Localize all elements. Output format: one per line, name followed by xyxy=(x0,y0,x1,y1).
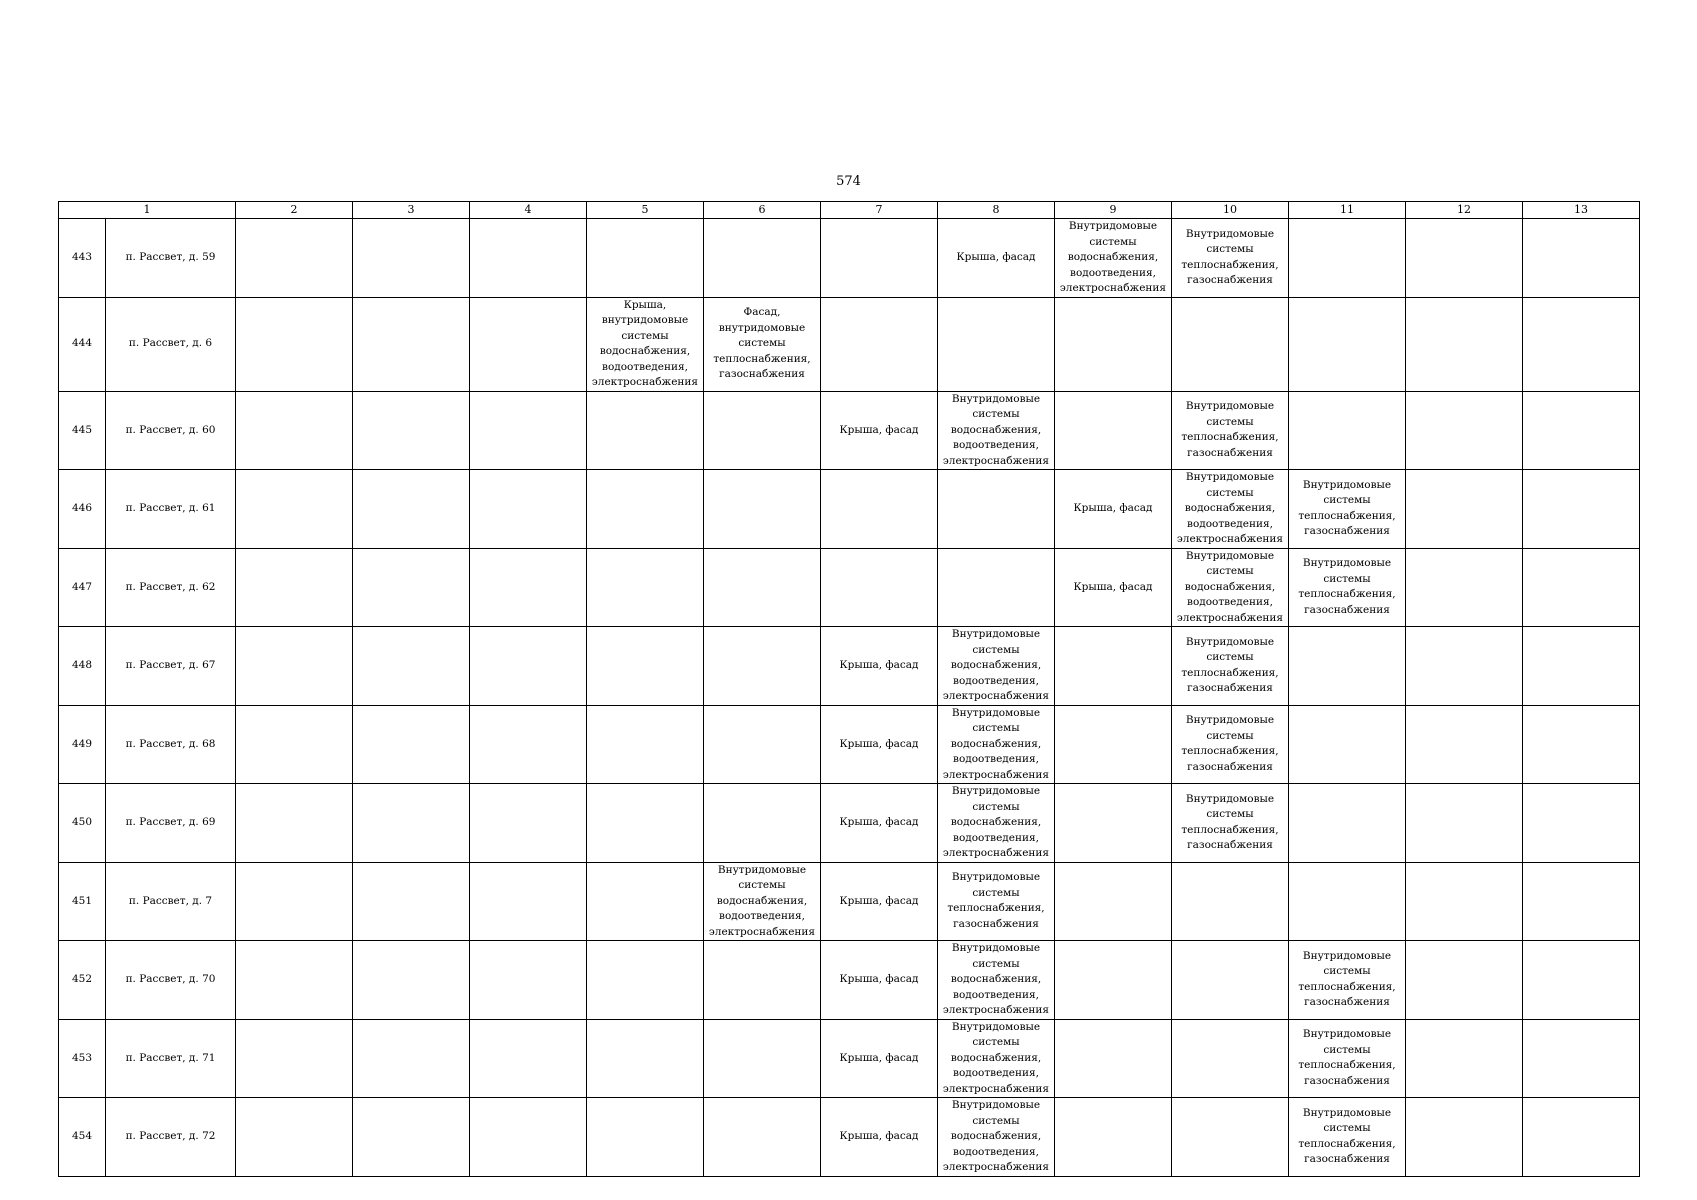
work-cell-text: Внутридомовые системы теплоснабжения, газоснабжения xyxy=(1298,1028,1396,1087)
work-cell-col-6 xyxy=(704,1098,821,1177)
work-cell-col-9 xyxy=(1055,1098,1172,1177)
work-cell-col-9 xyxy=(1055,627,1172,706)
work-cell-text: Внутридомовые системы теплоснабжения, газоснабжения xyxy=(1181,227,1279,287)
work-cell-col-8 xyxy=(938,627,1055,706)
work-cell-col-12 xyxy=(1406,219,1523,298)
work-cell-col-13 xyxy=(1523,391,1640,470)
work-cell-col-9 xyxy=(1055,297,1172,391)
work-cell-col-13 xyxy=(1523,548,1640,627)
work-cell-col-13 xyxy=(1523,627,1640,706)
table-row xyxy=(59,470,1640,549)
work-cell-col-2 xyxy=(236,784,353,863)
work-cell-col-4 xyxy=(470,705,587,784)
work-cell-col-7 xyxy=(821,941,938,1020)
work-cell-col-9 xyxy=(1055,1019,1172,1098)
work-cell-col-11 xyxy=(1289,1019,1406,1098)
table-row xyxy=(59,1098,1640,1177)
address-cell: п. Рассвет, д. 70 xyxy=(106,941,236,1020)
register-table xyxy=(58,201,1640,1177)
work-cell-text: Крыша, фасад xyxy=(1073,502,1153,514)
work-cell-col-7 xyxy=(821,219,938,298)
work-cell-col-5 xyxy=(587,705,704,784)
work-cell-col-2 xyxy=(236,705,353,784)
work-cell-text: Крыша, фасад xyxy=(956,251,1036,263)
address-cell: п. Рассвет, д. 69 xyxy=(106,784,236,863)
work-cell-col-11 xyxy=(1289,784,1406,863)
work-cell-col-10 xyxy=(1172,470,1289,549)
work-cell-col-8 xyxy=(938,862,1055,941)
table-row xyxy=(59,784,1640,863)
work-cell-col-7 xyxy=(821,784,938,863)
work-cell-text: Внутридомовые системы водоснабжения, водоотведения, электроснабжения xyxy=(1176,471,1284,545)
column-header: 6 xyxy=(704,202,821,219)
work-cell-text: Внутридомовые системы теплоснабжения, газоснабжения xyxy=(1181,792,1279,852)
work-cell-col-6 xyxy=(704,784,821,863)
work-cell-col-12 xyxy=(1406,1098,1523,1177)
work-cell-col-13 xyxy=(1523,1098,1640,1177)
work-cell-col-8 xyxy=(938,297,1055,391)
work-cell-col-13 xyxy=(1523,219,1640,298)
table-row xyxy=(59,862,1640,941)
work-cell-col-6 xyxy=(704,219,821,298)
work-cell-col-4 xyxy=(470,391,587,470)
work-cell-col-2 xyxy=(236,1019,353,1098)
work-cell-col-10 xyxy=(1172,548,1289,627)
work-cell-col-12 xyxy=(1406,784,1523,863)
work-cell-col-2 xyxy=(236,862,353,941)
work-cell-text: Внутридомовые системы водоснабжения, водоотведения, электроснабжения xyxy=(942,785,1050,859)
work-cell-col-8 xyxy=(938,470,1055,549)
work-cell-text: Крыша, фасад xyxy=(839,1130,919,1142)
column-header: 8 xyxy=(938,202,1055,219)
work-cell-col-10 xyxy=(1172,391,1289,470)
work-cell-col-13 xyxy=(1523,1019,1640,1098)
work-cell-col-3 xyxy=(353,705,470,784)
table-row xyxy=(59,219,1640,298)
work-cell-text: Внутридомовые системы теплоснабжения, газоснабжения xyxy=(1298,557,1396,616)
work-cell-text: Внутридомовые системы теплоснабжения, газоснабжения xyxy=(947,871,1045,930)
work-cell-col-8 xyxy=(938,941,1055,1020)
work-cell-col-13 xyxy=(1523,862,1640,941)
work-cell-text: Внутридомовые системы теплоснабжения, газоснабжения xyxy=(1298,949,1396,1009)
work-cell-col-2 xyxy=(236,219,353,298)
work-cell-col-3 xyxy=(353,784,470,863)
work-cell-col-11 xyxy=(1289,470,1406,549)
work-cell-text: Крыша, фасад xyxy=(839,1051,919,1064)
work-cell-text: Крыша, фасад xyxy=(839,659,919,671)
work-cell-col-7 xyxy=(821,1019,938,1098)
work-cell-text: Крыша, фасад xyxy=(839,737,919,750)
work-cell-col-2 xyxy=(236,548,353,627)
work-cell-col-7 xyxy=(821,391,938,470)
work-cell-text: Внутридомовые системы водоснабжения, водоотведения, электроснабжения xyxy=(942,392,1050,467)
work-cell-col-7 xyxy=(821,627,938,706)
row-number: 453 xyxy=(59,1019,106,1098)
work-cell-col-2 xyxy=(236,470,353,549)
work-cell-col-9 xyxy=(1055,219,1172,298)
register-body xyxy=(59,219,1640,1177)
work-cell-col-9 xyxy=(1055,391,1172,470)
work-cell-col-9 xyxy=(1055,862,1172,941)
work-cell-col-6 xyxy=(704,941,821,1020)
work-cell-col-12 xyxy=(1406,705,1523,784)
work-cell-col-13 xyxy=(1523,470,1640,549)
address-cell: п. Рассвет, д. 7 xyxy=(106,862,236,941)
work-cell-col-3 xyxy=(353,627,470,706)
work-cell-text: Крыша, внутридомовые системы водоснабжения, водоотведения, электроснабжения xyxy=(591,298,699,388)
work-cell-col-4 xyxy=(470,627,587,706)
work-cell-col-9 xyxy=(1055,784,1172,863)
work-cell-text: Крыша, фасад xyxy=(839,423,919,436)
work-cell-col-7 xyxy=(821,862,938,941)
work-cell-col-4 xyxy=(470,548,587,627)
work-cell-col-8 xyxy=(938,391,1055,470)
column-header: 4 xyxy=(470,202,587,219)
work-cell-col-8 xyxy=(938,548,1055,627)
work-cell-col-7 xyxy=(821,705,938,784)
work-cell-col-12 xyxy=(1406,627,1523,706)
work-cell-col-5 xyxy=(587,1019,704,1098)
work-cell-text: Фасад, внутридомовые системы теплоснабжения, газоснабжения xyxy=(713,306,811,381)
work-cell-text: Крыша, фасад xyxy=(839,973,919,985)
work-cell-col-7 xyxy=(821,548,938,627)
work-cell-text: Внутридомовые системы водоснабжения, водоотведения, электроснабжения xyxy=(708,863,816,938)
work-cell-col-5 xyxy=(587,548,704,627)
column-header: 9 xyxy=(1055,202,1172,219)
work-cell-col-10 xyxy=(1172,297,1289,391)
work-cell-col-2 xyxy=(236,941,353,1020)
header-row xyxy=(59,202,1640,219)
table-row xyxy=(59,1019,1640,1098)
column-header: 13 xyxy=(1523,202,1640,219)
work-cell-col-11 xyxy=(1289,705,1406,784)
work-cell-col-11 xyxy=(1289,862,1406,941)
table-row xyxy=(59,297,1640,391)
work-cell-col-5 xyxy=(587,391,704,470)
work-cell-col-9 xyxy=(1055,548,1172,627)
work-cell-col-9 xyxy=(1055,941,1172,1020)
work-cell-text: Внутридомовые системы водоснабжения, водоотведения, электроснабжения xyxy=(942,1020,1050,1095)
work-cell-text: Внутридомовые системы теплоснабжения, газоснабжения xyxy=(1181,400,1279,459)
work-cell-col-8 xyxy=(938,1098,1055,1177)
work-cell-text: Внутридомовые системы водоснабжения, водоотведения, электроснабжения xyxy=(942,628,1050,702)
work-cell-col-12 xyxy=(1406,470,1523,549)
work-cell-col-6 xyxy=(704,297,821,391)
column-header: 5 xyxy=(587,202,704,219)
work-cell-col-6 xyxy=(704,1019,821,1098)
work-cell-col-11 xyxy=(1289,548,1406,627)
work-cell-col-4 xyxy=(470,1098,587,1177)
work-cell-col-3 xyxy=(353,391,470,470)
column-header: 11 xyxy=(1289,202,1406,219)
work-cell-text: Крыша, фасад xyxy=(839,816,919,828)
work-cell-col-12 xyxy=(1406,391,1523,470)
page-number: 574 xyxy=(836,174,861,189)
work-cell-col-10 xyxy=(1172,862,1289,941)
work-cell-col-3 xyxy=(353,1098,470,1177)
work-cell-col-5 xyxy=(587,627,704,706)
work-cell-col-8 xyxy=(938,705,1055,784)
table-row xyxy=(59,627,1640,706)
row-number: 443 xyxy=(59,219,106,298)
work-cell-col-9 xyxy=(1055,705,1172,784)
work-cell-col-2 xyxy=(236,1098,353,1177)
work-cell-col-11 xyxy=(1289,1098,1406,1177)
work-cell-col-12 xyxy=(1406,548,1523,627)
work-cell-col-11 xyxy=(1289,941,1406,1020)
work-cell-col-4 xyxy=(470,297,587,391)
work-cell-col-11 xyxy=(1289,219,1406,298)
work-cell-col-12 xyxy=(1406,1019,1523,1098)
work-cell-col-4 xyxy=(470,941,587,1020)
work-cell-col-10 xyxy=(1172,941,1289,1020)
work-cell-col-13 xyxy=(1523,297,1640,391)
work-cell-col-11 xyxy=(1289,391,1406,470)
work-cell-text: Внутридомовые системы водоснабжения, водоотведения, электроснабжения xyxy=(942,942,1050,1016)
address-cell: п. Рассвет, д. 6 xyxy=(106,297,236,391)
work-cell-col-4 xyxy=(470,784,587,863)
work-cell-col-6 xyxy=(704,627,821,706)
work-cell-col-10 xyxy=(1172,784,1289,863)
work-cell-col-8 xyxy=(938,1019,1055,1098)
work-cell-col-11 xyxy=(1289,297,1406,391)
address-cell: п. Рассвет, д. 72 xyxy=(106,1098,236,1177)
work-cell-col-12 xyxy=(1406,862,1523,941)
row-number: 452 xyxy=(59,941,106,1020)
work-cell-col-8 xyxy=(938,219,1055,298)
work-cell-col-12 xyxy=(1406,297,1523,391)
row-number: 444 xyxy=(59,297,106,391)
work-cell-col-7 xyxy=(821,297,938,391)
work-cell-text: Внутридомовые системы водоснабжения, водоотведения, электроснабжения xyxy=(1059,220,1167,294)
work-cell-col-3 xyxy=(353,941,470,1020)
work-cell-col-6 xyxy=(704,548,821,627)
work-cell-col-7 xyxy=(821,470,938,549)
work-cell-col-5 xyxy=(587,784,704,863)
work-cell-col-4 xyxy=(470,470,587,549)
column-header: 10 xyxy=(1172,202,1289,219)
address-cell: п. Рассвет, д. 61 xyxy=(106,470,236,549)
work-cell-col-5 xyxy=(587,297,704,391)
address-cell: п. Рассвет, д. 62 xyxy=(106,548,236,627)
work-cell-col-5 xyxy=(587,219,704,298)
work-cell-text: Внутридомовые системы теплоснабжения, газоснабжения xyxy=(1181,635,1279,695)
row-number: 447 xyxy=(59,548,106,627)
work-cell-col-13 xyxy=(1523,705,1640,784)
work-cell-col-10 xyxy=(1172,705,1289,784)
address-cell: п. Рассвет, д. 67 xyxy=(106,627,236,706)
work-cell-col-3 xyxy=(353,219,470,298)
column-header: 2 xyxy=(236,202,353,219)
row-number: 450 xyxy=(59,784,106,863)
work-cell-text: Внутридомовые системы теплоснабжения, газоснабжения xyxy=(1298,478,1396,538)
work-cell-col-10 xyxy=(1172,1019,1289,1098)
work-cell-col-2 xyxy=(236,627,353,706)
work-cell-col-10 xyxy=(1172,1098,1289,1177)
work-cell-col-9 xyxy=(1055,470,1172,549)
work-cell-col-3 xyxy=(353,548,470,627)
work-cell-col-10 xyxy=(1172,219,1289,298)
address-cell: п. Рассвет, д. 59 xyxy=(106,219,236,298)
column-header: 12 xyxy=(1406,202,1523,219)
work-cell-col-11 xyxy=(1289,627,1406,706)
work-cell-col-6 xyxy=(704,862,821,941)
work-cell-col-5 xyxy=(587,862,704,941)
table-row xyxy=(59,941,1640,1020)
work-cell-text: Крыша, фасад xyxy=(1073,580,1153,593)
work-cell-col-2 xyxy=(236,391,353,470)
work-cell-col-6 xyxy=(704,391,821,470)
row-number: 454 xyxy=(59,1098,106,1177)
work-cell-col-13 xyxy=(1523,941,1640,1020)
work-cell-col-10 xyxy=(1172,627,1289,706)
work-cell-col-3 xyxy=(353,470,470,549)
work-cell-col-6 xyxy=(704,470,821,549)
work-cell-text: Внутридомовые системы водоснабжения, водоотведения, электроснабжения xyxy=(942,1099,1050,1173)
work-cell-col-13 xyxy=(1523,784,1640,863)
address-cell: п. Рассвет, д. 68 xyxy=(106,705,236,784)
row-number: 449 xyxy=(59,705,106,784)
work-cell-col-12 xyxy=(1406,941,1523,1020)
work-cell-col-3 xyxy=(353,862,470,941)
work-cell-text: Внутридомовые системы водоснабжения, водоотведения, электроснабжения xyxy=(942,706,1050,781)
work-cell-col-5 xyxy=(587,470,704,549)
table-row xyxy=(59,548,1640,627)
address-cell: п. Рассвет, д. 60 xyxy=(106,391,236,470)
table-row xyxy=(59,705,1640,784)
row-number: 451 xyxy=(59,862,106,941)
work-cell-col-7 xyxy=(821,1098,938,1177)
work-cell-col-4 xyxy=(470,1019,587,1098)
column-header: 7 xyxy=(821,202,938,219)
work-cell-col-4 xyxy=(470,862,587,941)
row-number: 446 xyxy=(59,470,106,549)
row-number: 448 xyxy=(59,627,106,706)
table-row xyxy=(59,391,1640,470)
work-cell-text: Внутридомовые системы водоснабжения, водоотведения, электроснабжения xyxy=(1176,549,1284,624)
work-cell-text: Внутридомовые системы теплоснабжения, газоснабжения xyxy=(1181,714,1279,773)
work-cell-col-8 xyxy=(938,784,1055,863)
work-cell-col-6 xyxy=(704,705,821,784)
column-header: 3 xyxy=(353,202,470,219)
work-cell-col-2 xyxy=(236,297,353,391)
work-cell-col-5 xyxy=(587,1098,704,1177)
work-cell-col-4 xyxy=(470,219,587,298)
column-header: 1 xyxy=(59,202,236,219)
row-number: 445 xyxy=(59,391,106,470)
work-cell-col-3 xyxy=(353,1019,470,1098)
address-cell: п. Рассвет, д. 71 xyxy=(106,1019,236,1098)
work-cell-col-3 xyxy=(353,297,470,391)
work-cell-col-5 xyxy=(587,941,704,1020)
work-cell-text: Крыша, фасад xyxy=(839,894,919,907)
work-cell-text: Внутридомовые системы теплоснабжения, газоснабжения xyxy=(1298,1106,1396,1166)
